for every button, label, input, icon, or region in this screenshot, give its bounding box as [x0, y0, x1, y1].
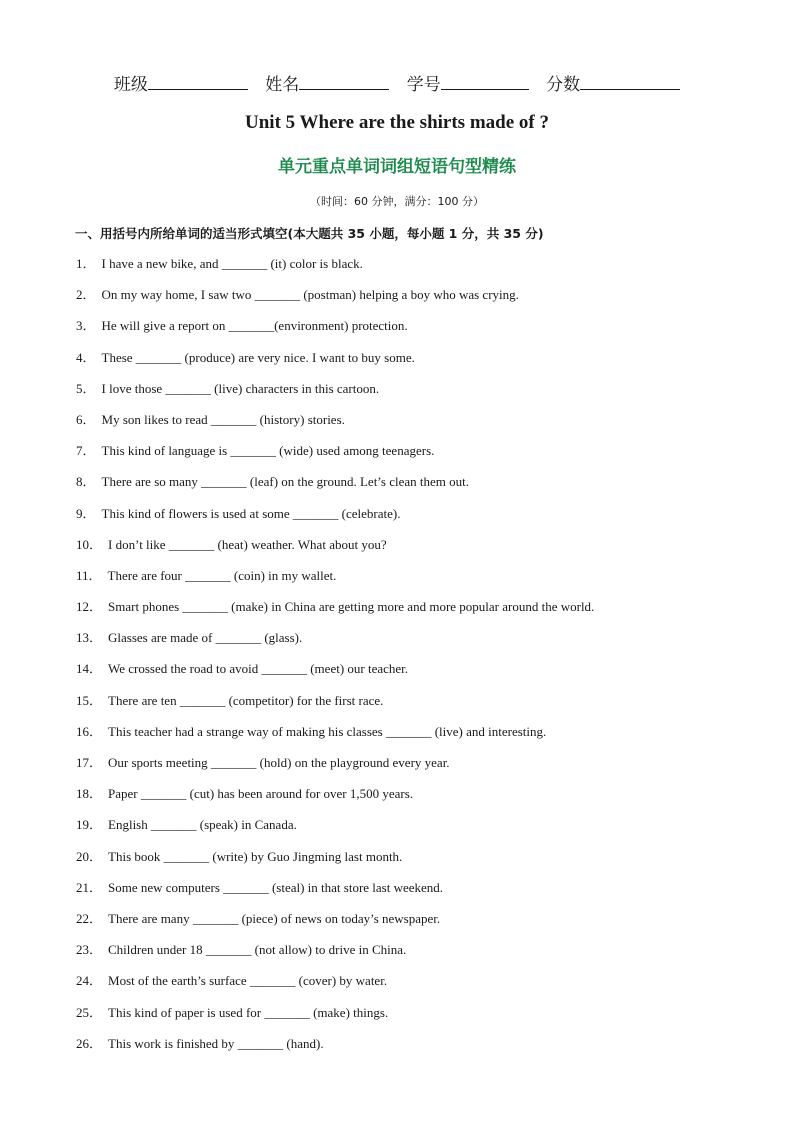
question-number: 15． [76, 692, 103, 708]
question-number: 12． [76, 599, 103, 615]
question-item [76, 1005, 756, 1036]
question-item [76, 537, 756, 568]
question-item [76, 287, 756, 318]
question-text: Glasses are made of _______ (glass). [108, 630, 303, 646]
question-text: There are ten _______ (competitor) for the first race. [108, 692, 384, 708]
question-text: I love those _______ (live) characters in this cartoon. [101, 380, 380, 396]
question-item [76, 661, 756, 692]
question-text: Our sports meeting _______ (hold) on the playground every year. [108, 755, 450, 770]
question-item [76, 755, 756, 786]
question-number: 23． [76, 942, 103, 958]
question-number: 19． [76, 817, 103, 833]
question-item [76, 256, 756, 287]
question-item [76, 350, 756, 381]
question-number: 7． [76, 443, 96, 459]
section-title: 一、用括号内所给单词的适当形式填空(本大题共 35 小题，每小题 1 分，共 35 分) [75, 226, 544, 241]
page-title: Unit 5 Where are the shirts made of ? [245, 112, 549, 133]
question-item [76, 849, 756, 880]
question-number: 4． [76, 349, 96, 365]
class-label: 班级 [113, 75, 148, 95]
question-number: 1． [76, 256, 96, 271]
question-item [76, 1036, 756, 1067]
question-text: Smart phones _______ (make) in China are getting more and more popular around the world. [108, 599, 595, 615]
question-text: Paper _______ (cut) has been around for over 1,500 years. [108, 786, 414, 802]
question-text: This kind of language is _______ (wide) used among teenagers. [101, 443, 435, 459]
student-id-label: 学号 [406, 75, 441, 95]
question-text: Most of the earth’s surface _______ (cover) by water. [108, 973, 388, 989]
question-text: This work is finished by _______ (hand). [108, 1035, 324, 1051]
question-item [76, 880, 756, 911]
question-text: On my way home, I saw two _______ (postman) helping a boy who was crying. [101, 287, 519, 303]
score-blank[interactable] [580, 72, 680, 90]
student-id-blank[interactable] [441, 72, 529, 90]
question-number: 18． [76, 786, 103, 802]
question-item [76, 318, 756, 349]
question-item [76, 724, 756, 755]
question-number: 10． [76, 536, 103, 552]
student-info-header [0, 70, 794, 95]
question-number: 16． [76, 723, 103, 739]
question-item [76, 786, 756, 817]
question-text: He will give a report on _______(environment) protection. [101, 318, 408, 334]
question-item [76, 911, 756, 942]
question-text: There are four _______ (coin) in my wallet. [107, 567, 337, 583]
question-number: 11． [76, 567, 102, 583]
time-info: （时间：60 分钟，满分：100 分） [310, 195, 484, 208]
question-item [76, 443, 756, 474]
question-number: 8． [76, 474, 96, 490]
question-number: 21． [76, 879, 103, 895]
question-item [76, 942, 756, 973]
question-text: This kind of paper is used for _______ (make) things. [108, 1004, 389, 1020]
question-number: 24． [76, 973, 103, 989]
question-item [76, 474, 756, 505]
question-text: English _______ (speak) in Canada. [108, 817, 297, 833]
question-text: My son likes to read _______ (history) stories. [101, 411, 345, 427]
question-item [76, 599, 756, 630]
question-text: I don’t like _______ (heat) weather. What about you? [108, 536, 387, 552]
question-text: I have a new bike, and _______ (it) color is black. [101, 256, 363, 271]
question-text: This book _______ (write) by Guo Jingming last month. [108, 848, 403, 864]
question-item [76, 817, 756, 848]
question-number: 22． [76, 910, 103, 926]
page-subtitle: 单元重点单词词组短语句型精练 [278, 157, 516, 177]
question-text: These _______ (produce) are very nice. I want to buy some. [101, 349, 415, 365]
question-text: Some new computers _______ (steal) in that store last weekend. [108, 879, 444, 895]
question-item [76, 412, 756, 443]
question-text: We crossed the road to avoid _______ (meet) our teacher. [108, 661, 409, 677]
question-text: Children under 18 _______ (not allow) to drive in China. [108, 942, 407, 958]
question-number: 17． [76, 755, 103, 770]
question-number: 14． [76, 661, 103, 677]
question-list [76, 256, 756, 1067]
class-blank[interactable] [148, 72, 248, 90]
question-number: 2． [76, 287, 96, 303]
name-blank[interactable] [299, 72, 389, 90]
question-item [76, 630, 756, 661]
question-number: 3． [76, 318, 96, 334]
question-number: 20． [76, 848, 103, 864]
score-label: 分数 [546, 75, 581, 95]
question-text: There are many _______ (piece) of news on today’s newspaper. [108, 910, 441, 926]
question-number: 26． [76, 1035, 103, 1051]
question-item [76, 568, 756, 599]
question-number: 6． [76, 411, 96, 427]
question-number: 25． [76, 1004, 103, 1020]
question-number: 9． [76, 505, 96, 521]
question-number: 5． [76, 380, 96, 396]
question-text: There are so many _______ (leaf) on the ground. Let’s clean them out. [101, 474, 470, 490]
question-text: This kind of flowers is used at some _______ (celebrate). [101, 505, 401, 521]
question-item [76, 973, 756, 1004]
question-item [76, 693, 756, 724]
name-label: 姓名 [265, 75, 300, 95]
question-number: 13． [76, 630, 103, 646]
question-item [76, 506, 756, 537]
question-item [76, 381, 756, 412]
question-text: This teacher had a strange way of making his classes _______ (live) and interesting. [108, 723, 547, 739]
